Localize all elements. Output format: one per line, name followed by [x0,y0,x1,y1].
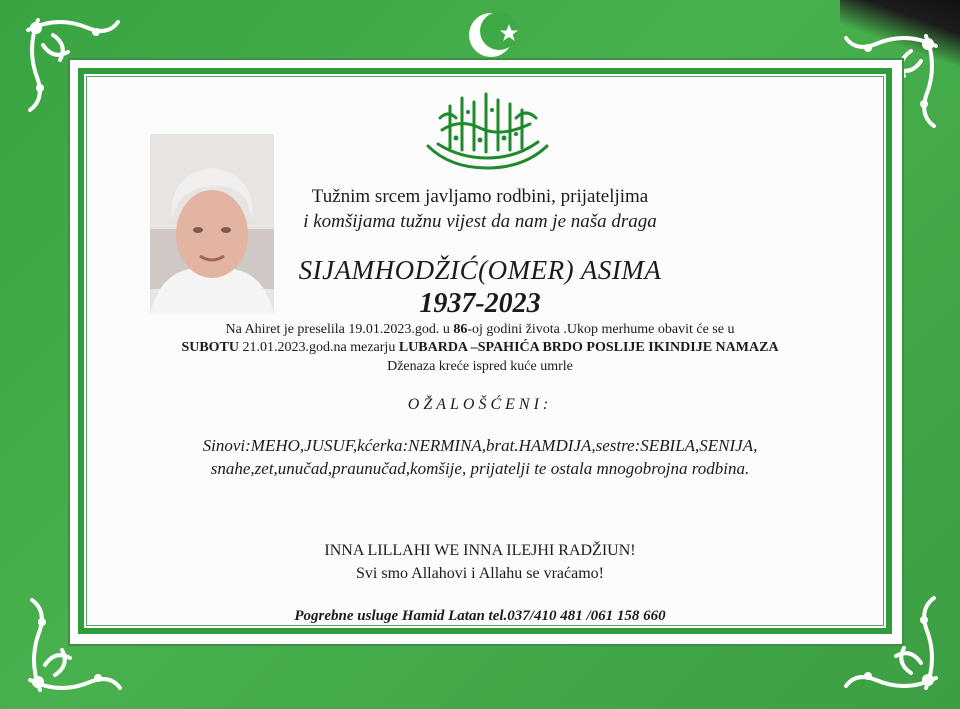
intro-line-2: i komšijama tužnu vijest da nam je naša draga [303,211,657,232]
detail-text: 21.01.2023.god.na mezarju [239,340,399,355]
detail-text: Na Ahiret je preselila 19.01.2023.god. u [225,322,454,337]
mourners-heading: OŽALOŠĆENI: [407,396,553,413]
procession-detail: Dženaza kreće ispred kuće umrle [387,359,573,374]
crescent-star-icon [465,4,527,66]
burial-detail-line-2 [0,340,960,356]
age-number: 86 [453,322,468,337]
intro-line-1: Tužnim srcem javljamo rodbini, prijateljima [311,186,649,207]
family-list-line-1: Sinovi:MEHO,JUSUF,kćerka:NERMINA,brat.HAMDIJA,sestre:SEBILA,SENIJA, [202,436,758,455]
arabic-calligraphy-emblem [420,88,555,174]
prayer-line-2: Svi smo Allahovi i Allahu se vraćamo! [356,565,604,582]
deceased-name: SIJAMHODŽIĆ(OMER) ASIMA [298,255,662,285]
life-years: 1937-2023 [419,288,541,319]
family-list-line-2: snahe,zet,unučad,praunučad,komšije, prijatelji te ostala mnogobrojna rodbina. [210,459,750,478]
burial-detail-line-1 [0,322,960,338]
prayer-line-1: INNA LILLAHI WE INNA ILEJHI RADŽIUN! [324,542,636,559]
burial-day: SUBOTU [181,340,240,355]
funeral-service-contact: Pogrebne usluge Hamid Latan tel.037/410 481 /061 158 660 [294,608,666,624]
burial-place: LUBARDA –SPAHIĆA BRDO POSLIJE IKINDIJE NAMAZA [398,340,779,355]
detail-text: -oj godini života .Ukop merhume obavit će se u [467,322,735,337]
